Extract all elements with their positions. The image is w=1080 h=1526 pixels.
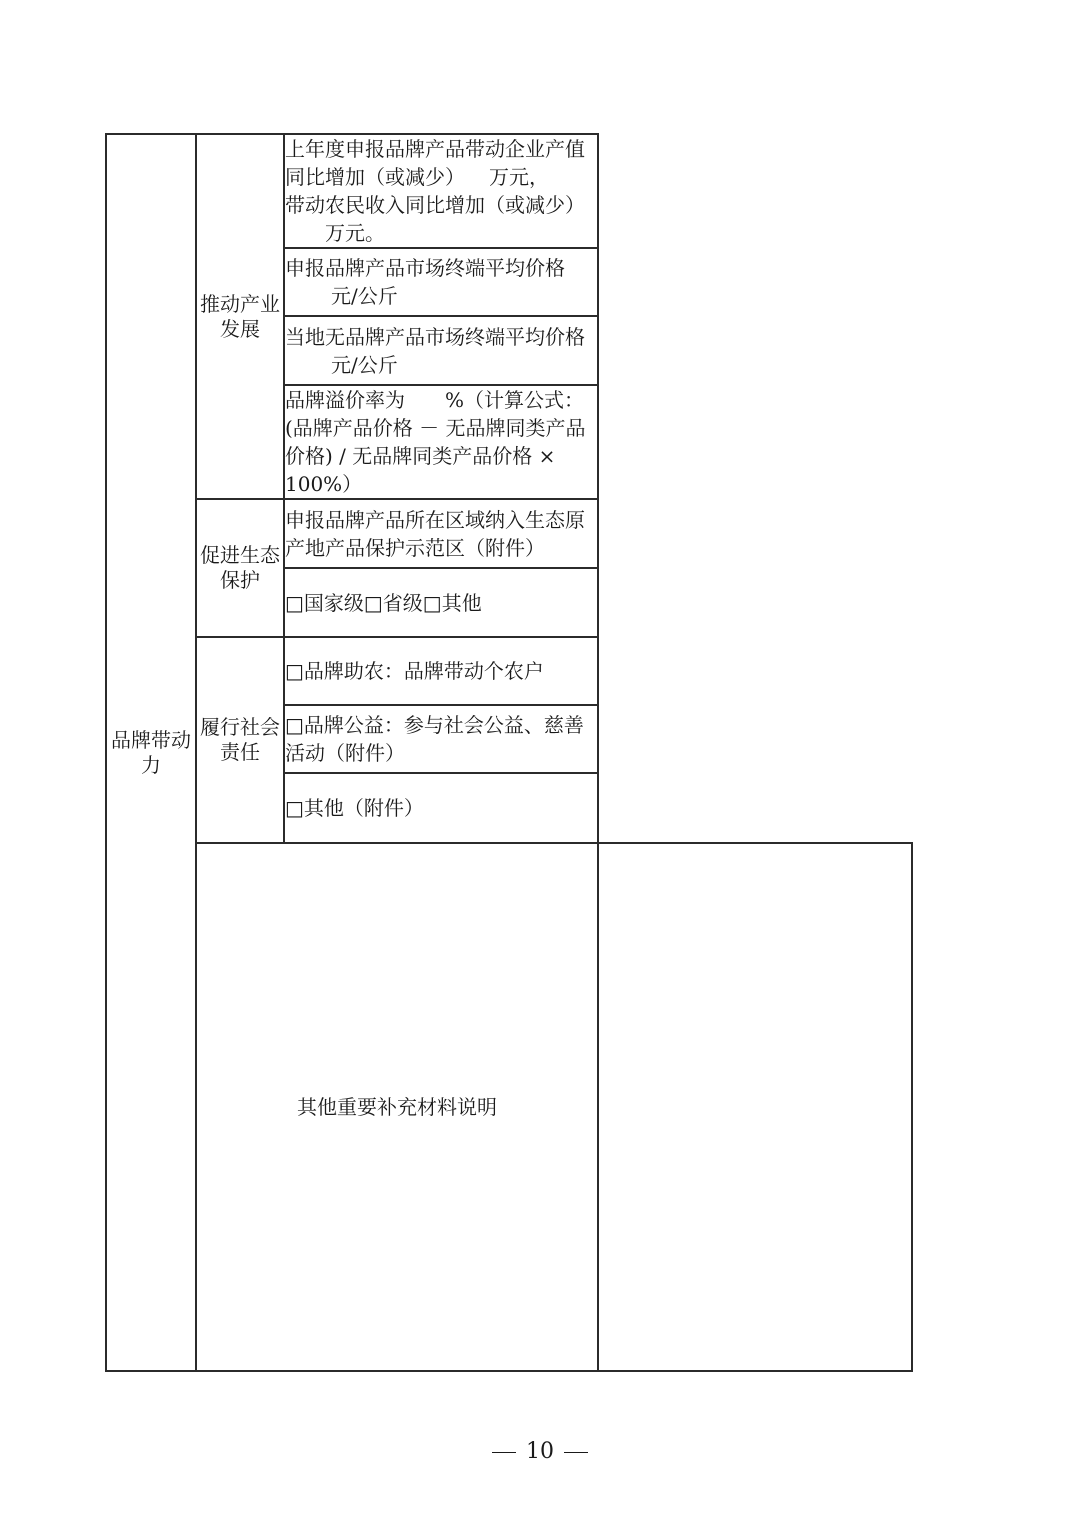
page-footer [0,1437,1080,1467]
eco-zone-text: 申报品牌产品所在区域纳入生态原产地产品保护示范区（附件） [285,507,585,560]
brand-price-unit: 元/公斤 [331,284,398,308]
premium-rate-cell[interactable] [284,385,598,499]
income-increase-line2 [285,191,597,247]
subcategory-social-label: 履行社会责任 [200,715,280,764]
page-number: 10 [526,1439,554,1464]
nobrand-price-cell[interactable] [284,316,598,385]
footer-dash-left [492,1452,516,1453]
income-unit: 万元。 [325,221,385,245]
social-farmers-cell[interactable] [284,637,598,705]
output-increase-line1 [285,135,597,191]
brand-price-text: 申报品牌产品市场终端平均价格 [285,256,565,280]
category-other-supplement [196,843,598,1371]
subcategory-ecology-label: 促进生态保护 [200,543,280,592]
table-row [106,843,912,1371]
category-brand-label: 品牌带动力 [111,727,191,777]
nobrand-price-unit: 元/公斤 [331,352,398,377]
subcategory-ecology [196,499,284,637]
table-row [106,499,912,568]
social-farmers-checkbox[interactable]: □品牌助农：品牌带动个农户 [285,659,544,683]
brand-price-cell[interactable] [284,248,598,316]
table-row [106,134,912,248]
social-charity-cell[interactable] [284,705,598,773]
subcategory-industry-label: 推动产业发展 [200,291,280,341]
output-increase-text: 上年度申报品牌产品带动企业产值同比增加（或减少） [285,137,585,189]
category-brand-drive [106,134,196,1371]
category-other-label: 其他重要补充材料说明 [297,1094,497,1119]
premium-rate-formula: %（计算公式：(品牌产品价格 － 无品牌同类产品价格) / 无品牌同类产品价格 × 100%） [285,388,586,496]
eco-level-checkboxes[interactable]: □国家级□省级□其他 [285,590,482,615]
social-other-cell[interactable] [284,773,598,843]
premium-rate-text: 品牌溢价率为 [285,388,405,412]
eco-level-cell[interactable] [284,568,598,637]
social-charity-checkbox[interactable]: □品牌公益：参与社会公益、慈善活动（附件） [285,713,584,765]
supplement-input-cell[interactable] [598,843,912,1371]
income-increase-text: 带动农民收入同比增加（或减少） [285,193,585,217]
eco-zone-cell[interactable] [284,499,598,568]
subcategory-industry [196,134,284,499]
output-increase-cell[interactable] [284,134,598,248]
application-form-table [105,133,913,1372]
table-row [106,637,912,705]
nobrand-price-text: 当地无品牌产品市场终端平均价格 [285,324,585,349]
social-other-checkbox[interactable]: □其他（附件） [285,796,424,820]
subcategory-social [196,637,284,843]
footer-dash-right [564,1452,588,1453]
output-unit: 万元， [489,165,549,189]
